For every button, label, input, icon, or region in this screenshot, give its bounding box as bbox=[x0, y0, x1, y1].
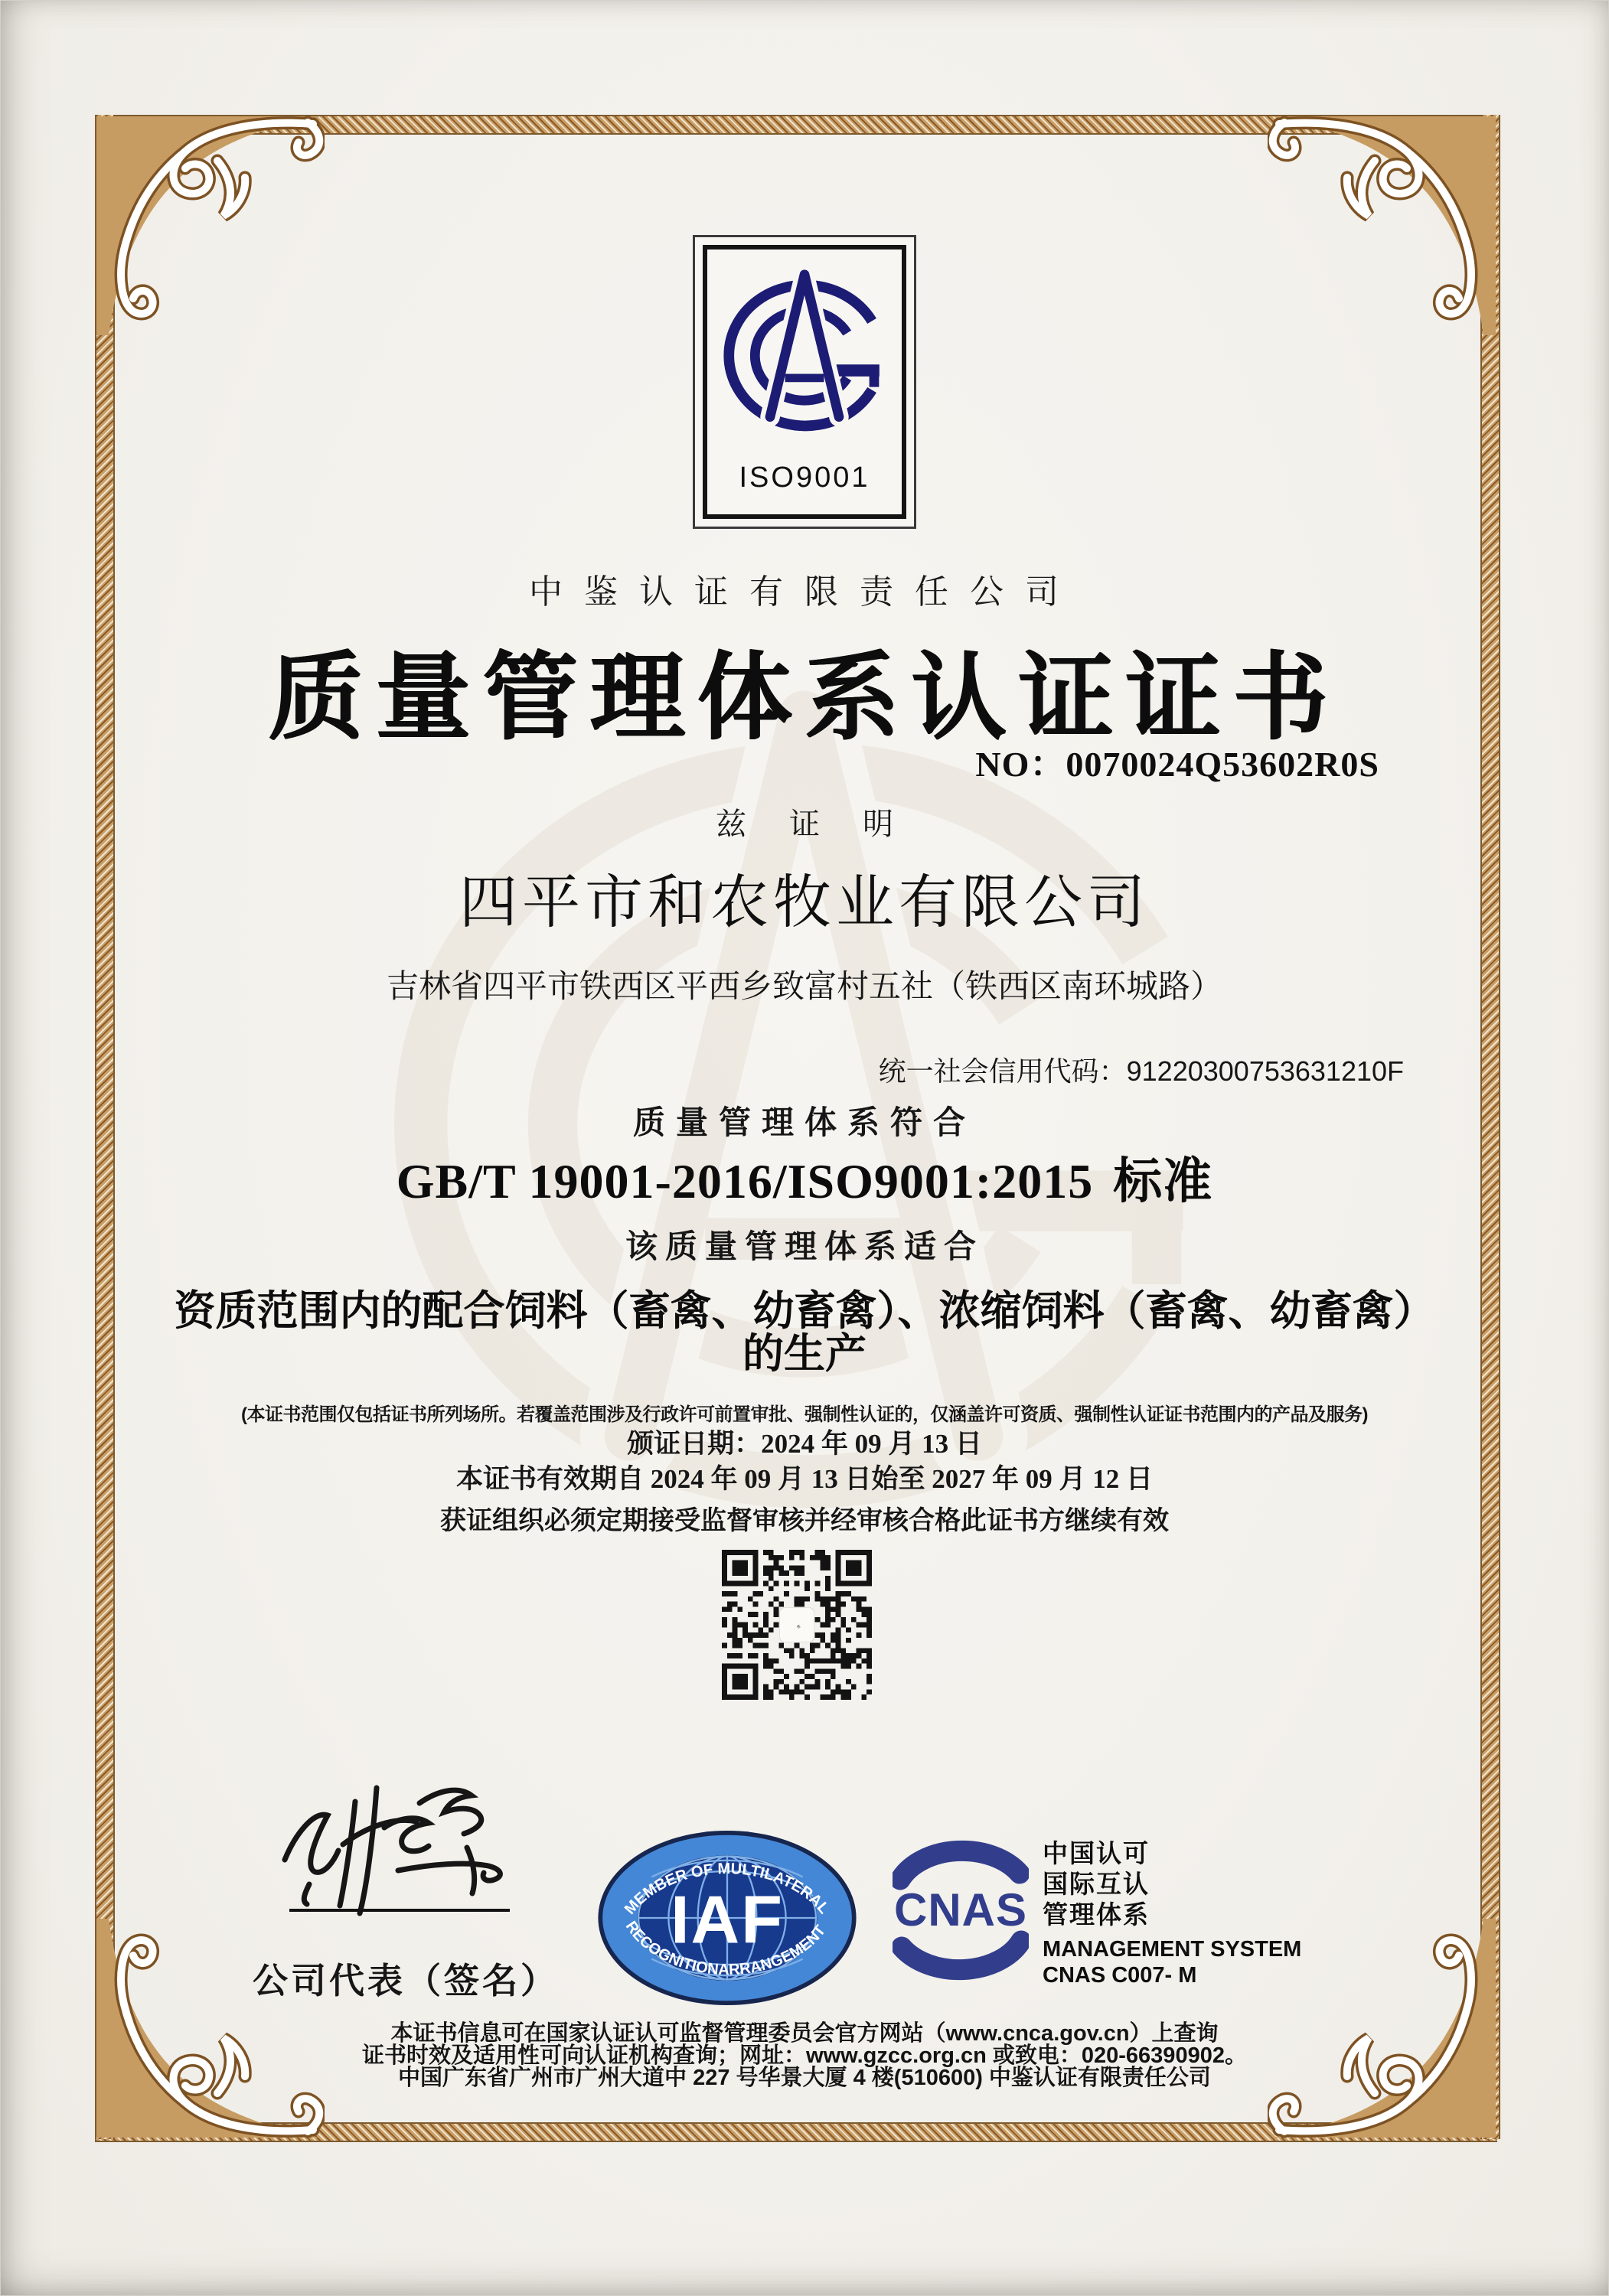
iaf-top-text: MEMBER OF MULTILATERAL bbox=[621, 1860, 833, 1918]
standard-suffix: 标准 bbox=[1113, 1153, 1213, 1208]
cnas-en-line1: MANAGEMENT SYSTEM bbox=[1043, 1937, 1302, 1962]
cnas-cn-line2: 国际互认 bbox=[1043, 1870, 1150, 1898]
certificate-number-value: 0070024Q53602R0S bbox=[1066, 745, 1379, 784]
certificate-number bbox=[975, 736, 1379, 787]
footer-line1: 本证书信息可在国家认证认可监督管理委员会官方网站（www.cnca.gov.cn）上查询 bbox=[390, 2021, 1219, 2046]
cnas-cn-line3: 管理体系 bbox=[1043, 1900, 1150, 1929]
scope-disclaimer: (本证书范围仅包括证书所列场所。若覆盖范围涉及行政许可前置审批、强制性认证的，仅涵盖许可资质、强制性认证证书范围内的产品及服务) bbox=[241, 1404, 1368, 1425]
corner-ornament-top-left bbox=[95, 115, 325, 337]
iaf-logo-icon bbox=[588, 1824, 867, 2012]
signature-label: 公司代表（签名） bbox=[253, 1961, 559, 2001]
scope-intro: 该质量管理体系适合 bbox=[625, 1228, 984, 1264]
scope-line2: 的生产 bbox=[742, 1331, 867, 1377]
iso9001-caption: ISO9001 bbox=[739, 461, 870, 494]
iaf-center-text: IAF bbox=[671, 1881, 784, 1958]
cnas-logo-icon bbox=[893, 1832, 1029, 1988]
cnas-wordmark: CNAS bbox=[893, 1884, 1028, 1936]
cga-emblem-icon bbox=[719, 269, 891, 442]
certificate-number-label: NO： bbox=[975, 745, 1066, 784]
certify-text: 兹证明 bbox=[716, 807, 936, 841]
cnas-en-line2: CNAS C007- M bbox=[1043, 1963, 1197, 1988]
cnas-cn-line1: 中国认可 bbox=[1043, 1839, 1150, 1867]
iaf-bottom-text: RECOGNITIONARRANGEMENT bbox=[622, 1918, 830, 1979]
certificate-title: 质量管理体系认证证书 bbox=[268, 645, 1340, 751]
company-address: 吉林省四平市铁西区平西乡致富村五社（铁西区南环城路） bbox=[386, 968, 1222, 1004]
cnas-caption-block bbox=[1043, 1838, 1301, 1988]
standard-line bbox=[0, 1142, 1609, 1212]
issue-date: 颁证日期：2024 年 09 月 13 日 bbox=[627, 1429, 982, 1459]
footer-line3: 中国广东省广州市广州大道中 227 号华景大厦 4 楼(510600) 中鉴认证有限责任公司 bbox=[398, 2066, 1211, 2090]
supervision-note: 获证组织必须定期接受监督审核并经审核合格此证书方继续有效 bbox=[440, 1506, 1169, 1535]
credit-code: 统一社会信用代码：91220300753631210F bbox=[878, 1055, 1404, 1087]
company-name: 四平市和农牧业有限公司 bbox=[459, 871, 1150, 935]
signature-line bbox=[289, 1909, 510, 1912]
iso9001-logo-inner-frame bbox=[703, 245, 906, 519]
standard-code: GB/T 19001-2016/ISO9001:2015 bbox=[396, 1154, 1094, 1208]
validity-period: 本证书有效期自 2024 年 09 月 13 日始至 2027 年 09 月 12 日 bbox=[455, 1464, 1153, 1494]
corner-ornament-top-right bbox=[1268, 115, 1497, 337]
issuer-name: 中鉴认证有限责任公司 bbox=[529, 573, 1080, 611]
scope-line1: 资质范围内的配合饲料（畜禽、幼畜禽）、浓缩饲料（畜禽、幼畜禽） bbox=[174, 1288, 1435, 1334]
qr-code-icon bbox=[722, 1550, 872, 1700]
footer-line2: 证书时效及适用性可向认证机构查询；网址：www.gzcc.org.cn 或致电：020-66390902。 bbox=[362, 2043, 1247, 2068]
iso9001-logo-box bbox=[693, 235, 916, 529]
signature-icon bbox=[269, 1777, 522, 1919]
conforms-text: 质量管理体系符合 bbox=[632, 1104, 976, 1140]
